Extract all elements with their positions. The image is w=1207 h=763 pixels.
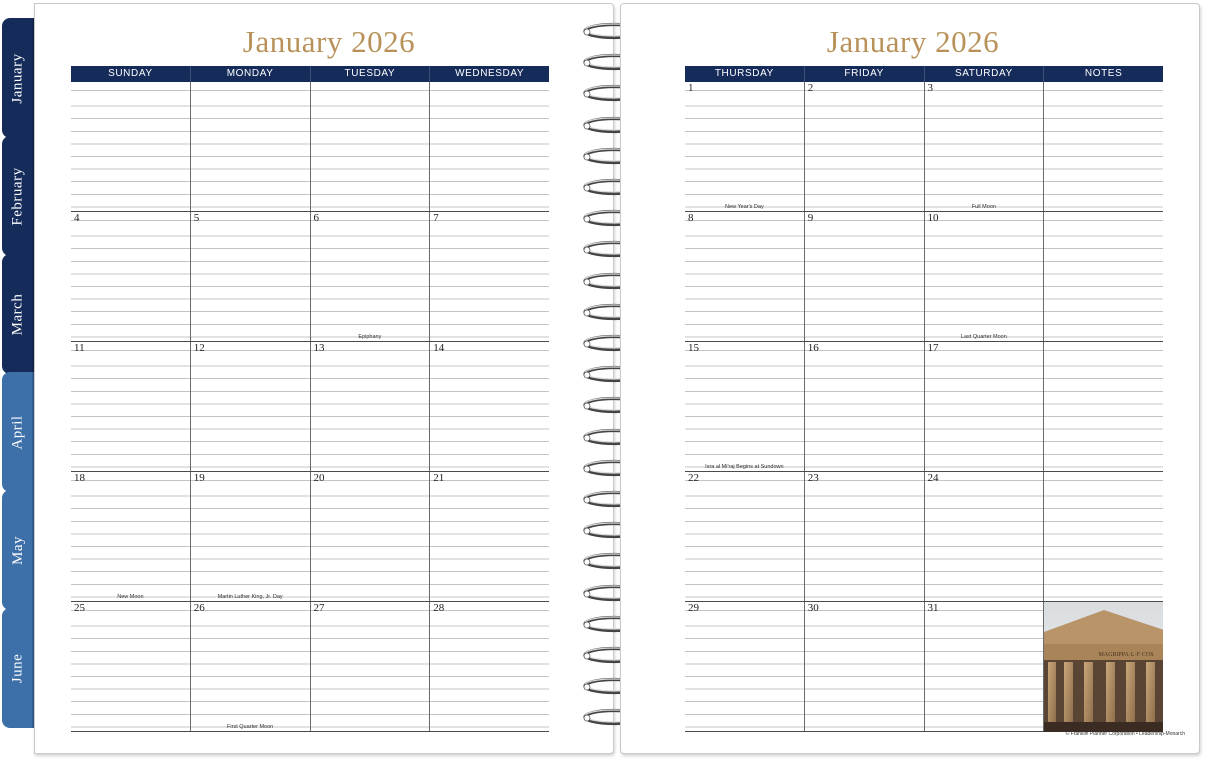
day-cell[interactable]	[190, 82, 310, 211]
notes-cell[interactable]	[1043, 602, 1163, 731]
day-number: 30	[807, 602, 819, 614]
day-event-label: First Quarter Moon	[227, 724, 274, 730]
day-cell[interactable]	[804, 342, 924, 471]
day-number: 13	[313, 342, 325, 354]
week-row	[71, 602, 549, 732]
tab-april[interactable]	[2, 372, 34, 492]
day-cell[interactable]	[685, 342, 804, 471]
notes-cell[interactable]	[1043, 342, 1163, 471]
pantheon-image	[1044, 602, 1163, 732]
day-cell[interactable]	[429, 602, 549, 731]
left-header-row	[71, 66, 549, 82]
day-cell[interactable]	[71, 82, 190, 211]
day-cell[interactable]	[190, 342, 310, 471]
tab-june[interactable]	[2, 608, 34, 728]
day-cell[interactable]	[71, 472, 190, 601]
day-cell[interactable]	[429, 342, 549, 471]
day-cell[interactable]	[804, 82, 924, 211]
day-cell[interactable]	[924, 472, 1044, 601]
day-event-label: Last Quarter Moon	[960, 334, 1007, 340]
day-cell[interactable]	[190, 212, 310, 341]
day-cell[interactable]	[924, 82, 1044, 211]
day-number: 1	[688, 82, 694, 94]
left-page	[34, 3, 614, 754]
notes-cell[interactable]	[1043, 82, 1163, 211]
photo-inscription: MAGRIPPA·L·F·COS	[1098, 652, 1154, 658]
week-row	[685, 82, 1163, 212]
right-page-title: January 2026	[826, 24, 1000, 59]
day-number: 4	[74, 212, 80, 224]
day-number: 16	[807, 342, 819, 354]
column-header-monday: MONDAY	[190, 66, 310, 82]
right-calendar-grid	[685, 66, 1163, 732]
day-cell[interactable]	[71, 212, 190, 341]
day-number: 14	[433, 342, 445, 354]
day-number: 19	[193, 472, 205, 484]
day-cell[interactable]	[685, 82, 804, 211]
month-tabs	[2, 18, 34, 748]
day-event-label: New Moon	[117, 594, 144, 600]
day-number: 15	[688, 342, 699, 354]
week-row	[685, 472, 1163, 602]
day-cell[interactable]	[429, 82, 549, 211]
day-number: 17	[927, 342, 939, 354]
day-cell[interactable]	[804, 212, 924, 341]
day-cell[interactable]	[310, 602, 430, 731]
week-row	[685, 212, 1163, 342]
left-page-title: January 2026	[242, 24, 416, 59]
day-cell[interactable]	[804, 472, 924, 601]
tab-march[interactable]	[2, 254, 34, 374]
day-number: 9	[807, 212, 814, 224]
day-cell[interactable]	[924, 212, 1044, 341]
day-number: 18	[74, 472, 85, 484]
day-number: 31	[927, 602, 939, 614]
day-number: 20	[313, 472, 325, 484]
day-event-label: New Year's Day	[725, 204, 764, 210]
column-header-tuesday: TUESDAY	[310, 66, 430, 82]
week-row	[71, 82, 549, 212]
day-number: 3	[927, 82, 933, 94]
right-page	[620, 3, 1200, 754]
tab-label: February	[9, 166, 26, 226]
week-row	[71, 212, 549, 342]
day-number: 10	[927, 212, 939, 224]
column-header-notes: NOTES	[1043, 66, 1163, 82]
day-cell[interactable]	[190, 472, 310, 601]
column-header-sunday: SUNDAY	[108, 68, 153, 79]
day-number: 6	[313, 212, 319, 224]
day-cell[interactable]	[310, 342, 430, 471]
day-event-label: Epiphany	[358, 334, 382, 340]
day-number: 12	[193, 342, 205, 354]
tab-may[interactable]	[2, 490, 34, 610]
day-cell[interactable]	[310, 472, 430, 601]
pantheon-photo	[1044, 602, 1163, 732]
day-cell[interactable]	[924, 602, 1044, 731]
day-cell[interactable]	[71, 602, 190, 731]
notes-cell[interactable]	[1043, 212, 1163, 341]
week-row	[685, 342, 1163, 472]
left-calendar-grid	[71, 66, 549, 732]
day-event-label: Martin Luther King, Jr. Day	[217, 594, 283, 600]
tab-label: June	[9, 653, 26, 683]
tab-january[interactable]	[2, 18, 34, 138]
column-header-friday: FRIDAY	[804, 66, 924, 82]
day-number: 22	[688, 472, 699, 484]
day-number: 21	[433, 472, 445, 484]
day-number: 25	[74, 602, 85, 614]
day-number: 11	[74, 342, 85, 354]
day-cell[interactable]	[429, 212, 549, 341]
column-header-thursday: THURSDAY	[714, 68, 774, 79]
tab-february[interactable]	[2, 136, 34, 256]
copyright-text: © Franklin Planner Corporation • Leadership-Monarch	[1065, 731, 1185, 737]
day-number: 8	[688, 212, 694, 224]
day-event-label: Full Moon	[971, 204, 996, 210]
day-event-label: Isra al Mi'raj Begins at Sundown	[705, 464, 784, 470]
day-number: 2	[807, 82, 814, 94]
day-cell[interactable]	[685, 212, 804, 341]
day-cell[interactable]	[685, 602, 804, 731]
week-row	[685, 602, 1163, 732]
day-cell[interactable]	[310, 82, 430, 211]
week-row	[71, 342, 549, 472]
tab-label: May	[9, 535, 26, 565]
tab-label: March	[9, 293, 26, 335]
day-cell[interactable]	[310, 212, 430, 341]
day-cell[interactable]	[924, 342, 1044, 471]
tab-label: January	[9, 52, 26, 104]
tab-label: April	[9, 414, 26, 450]
day-cell[interactable]	[429, 472, 549, 601]
day-number: 23	[807, 472, 819, 484]
day-cell[interactable]	[71, 342, 190, 471]
day-number: 7	[433, 212, 439, 224]
right-header-row	[685, 66, 1163, 82]
day-number: 27	[313, 602, 325, 614]
day-cell[interactable]	[804, 602, 924, 731]
day-cell[interactable]	[190, 602, 310, 731]
day-number: 26	[193, 602, 205, 614]
notes-cell[interactable]	[1043, 472, 1163, 601]
day-number: 5	[193, 212, 200, 224]
column-header-wednesday: WEDNESDAY	[429, 66, 549, 82]
day-number: 24	[927, 472, 939, 484]
column-header-saturday: SATURDAY	[924, 66, 1044, 82]
week-row	[71, 472, 549, 602]
day-number: 29	[688, 602, 699, 614]
day-number: 28	[433, 602, 445, 614]
day-cell[interactable]	[685, 472, 804, 601]
